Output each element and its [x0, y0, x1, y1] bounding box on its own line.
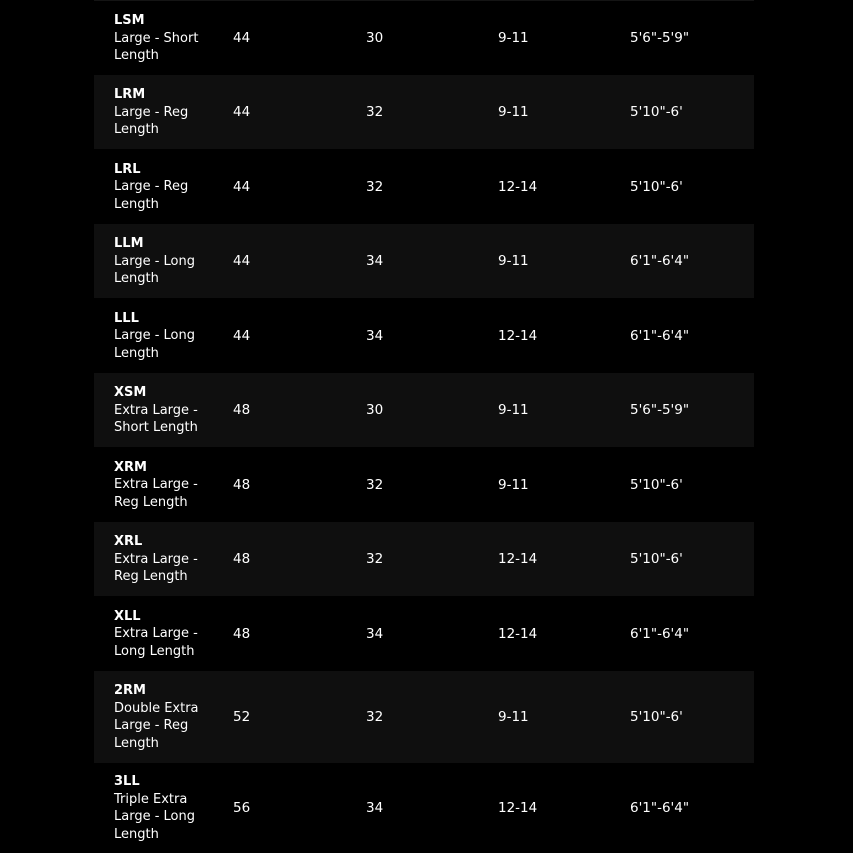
inseam-value: 34 [366, 253, 384, 269]
size-description: Large - Reg Length [114, 104, 189, 137]
height-value: 5'10"-6' [630, 476, 683, 493]
height-value: 5'10"-6' [630, 104, 683, 120]
shoe-size-value: 12-14 [498, 178, 538, 195]
height-value: 6'1"-6'4" [630, 327, 690, 344]
chest-value: 52 [233, 709, 251, 725]
table-row [94, 763, 754, 853]
inseam-value: 32 [366, 104, 384, 120]
size-code: XRM [114, 459, 147, 475]
size-description: Large - Reg Length [114, 178, 189, 212]
inseam-value: 34 [366, 800, 384, 816]
size-description: Double Extra Large - Reg Length [114, 700, 199, 751]
size-name-cell [114, 607, 224, 660]
inseam-value: 32 [366, 476, 384, 493]
inseam-value: 30 [366, 402, 384, 418]
inseam-value: 30 [366, 30, 384, 46]
size-description: Extra Large - Reg Length [114, 476, 198, 510]
chest-value: 44 [233, 253, 251, 269]
height-value: 5'6"-5'9" [630, 30, 690, 46]
shoe-size-value: 9-11 [498, 253, 529, 269]
size-name-cell [114, 773, 224, 843]
table-row [94, 596, 754, 671]
table-row [94, 522, 754, 596]
size-chart-table [94, 1, 754, 853]
height-value: 5'10"-6' [630, 178, 683, 195]
size-description: Triple Extra Large - Long Length [114, 791, 195, 842]
chest-value: 48 [233, 625, 251, 642]
size-name-cell [114, 12, 224, 65]
size-name-cell [114, 86, 224, 139]
size-name-cell [114, 235, 224, 288]
table-row [94, 447, 754, 522]
chest-value: 48 [233, 476, 251, 493]
chest-value: 44 [233, 327, 251, 344]
shoe-size-value: 9-11 [498, 709, 529, 725]
table-row [94, 1, 754, 75]
chest-value: 44 [233, 104, 251, 120]
inseam-value: 32 [366, 178, 384, 195]
size-description: Extra Large - Reg Length [114, 551, 198, 584]
size-name-cell [114, 309, 224, 362]
shoe-size-value: 9-11 [498, 476, 529, 493]
shoe-size-value: 9-11 [498, 104, 529, 120]
chest-value: 56 [233, 800, 251, 816]
inseam-value: 32 [366, 551, 384, 567]
size-name-cell [114, 458, 224, 511]
size-code: LRM [114, 86, 146, 102]
size-name-cell [114, 160, 224, 213]
size-code: XRL [114, 533, 143, 549]
table-row [94, 373, 754, 447]
size-code: LLM [114, 235, 144, 251]
size-code: LLL [114, 310, 139, 326]
size-description: Large - Short Length [114, 30, 199, 63]
chest-value: 44 [233, 30, 251, 46]
shoe-size-value: 12-14 [498, 625, 538, 642]
shoe-size-value: 9-11 [498, 30, 529, 46]
shoe-size-value: 9-11 [498, 402, 529, 418]
size-code: 3LL [114, 774, 140, 789]
size-code: XLL [114, 608, 141, 624]
inseam-value: 34 [366, 327, 384, 344]
size-name-cell [114, 533, 224, 586]
shoe-size-value: 12-14 [498, 551, 538, 567]
size-description: Extra Large - Long Length [114, 625, 198, 659]
chest-value: 48 [233, 551, 251, 567]
height-value: 6'1"-6'4" [630, 800, 690, 816]
table-row [94, 671, 754, 763]
inseam-value: 32 [366, 709, 384, 725]
table-row [94, 149, 754, 224]
height-value: 5'10"-6' [630, 709, 683, 725]
inseam-value: 34 [366, 625, 384, 642]
table-row [94, 298, 754, 373]
size-description: Large - Long Length [114, 253, 195, 286]
height-value: 5'10"-6' [630, 551, 683, 567]
size-code: XSM [114, 384, 147, 400]
height-value: 6'1"-6'4" [630, 253, 690, 269]
size-description: Extra Large - Short Length [114, 402, 198, 435]
height-value: 6'1"-6'4" [630, 625, 690, 642]
size-code: LRL [114, 161, 141, 177]
size-code: LSM [114, 12, 145, 28]
size-description: Large - Long Length [114, 327, 195, 361]
shoe-size-value: 12-14 [498, 327, 538, 344]
size-name-cell [114, 384, 224, 437]
size-code: 2RM [114, 683, 146, 698]
chest-value: 48 [233, 402, 251, 418]
chest-value: 44 [233, 178, 251, 195]
size-name-cell [114, 682, 224, 752]
shoe-size-value: 12-14 [498, 800, 538, 816]
table-row [94, 75, 754, 149]
table-row [94, 224, 754, 298]
height-value: 5'6"-5'9" [630, 402, 690, 418]
